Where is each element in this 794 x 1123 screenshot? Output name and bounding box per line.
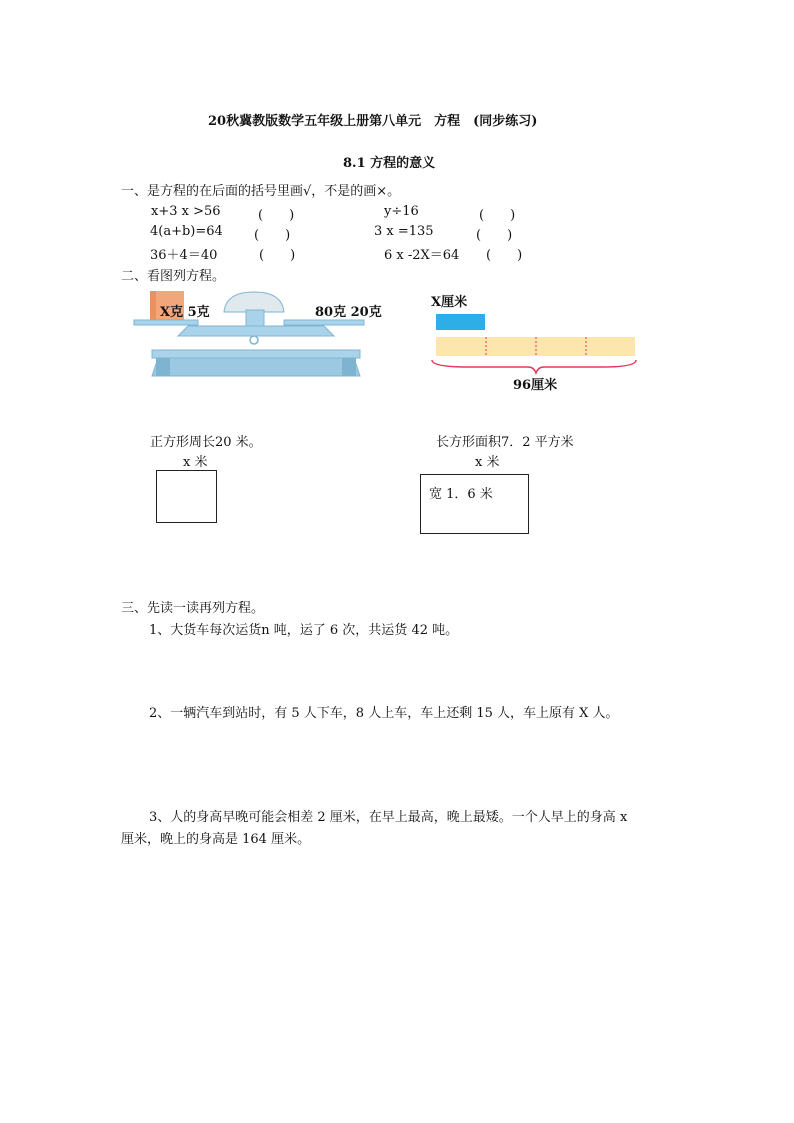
answer-paren-4[interactable]: ( ): [476, 228, 513, 243]
question-1: 1、大货车每次运货n 吨，运了 6 次，共运货 42 吨。: [149, 623, 459, 638]
square-side-label: x 米: [183, 455, 208, 470]
section2-heading: 二、看图列方程。: [121, 269, 226, 284]
eq-item-4: 3 x =135: [374, 224, 434, 239]
answer-paren-1[interactable]: ( ): [258, 208, 295, 223]
answer-paren-5[interactable]: ( ): [259, 248, 296, 263]
answer-paren-3[interactable]: ( ): [254, 228, 291, 243]
unknown-bar: [436, 314, 485, 330]
eq-item-3: 4(a+b)=64: [150, 224, 223, 239]
page-title: 20秋冀教版数学五年级上册第八单元 方程 (同步练习): [208, 114, 538, 129]
left-pan: [134, 320, 198, 325]
answer-paren-6[interactable]: ( ): [486, 248, 523, 263]
scale-left-label: X克 5克: [160, 305, 210, 320]
rect-caption: 长方形面积7．2 平方米: [436, 435, 574, 450]
scale-dial: [224, 292, 284, 312]
base-foot-left: [156, 358, 170, 376]
rect-width-label: 宽 1．6 米: [429, 487, 493, 502]
scale-base: [152, 358, 360, 376]
total-brace: [432, 360, 636, 373]
scale-right-label: 80克 20克: [315, 305, 382, 320]
right-pan: [284, 320, 364, 325]
scale-base-top: [152, 350, 360, 358]
pivot: [250, 336, 258, 344]
scale-arm: [178, 326, 334, 336]
square-caption: 正方形周长20 米。: [150, 435, 262, 450]
weight-block-shade: [150, 291, 156, 321]
section1-heading: 一、是方程的在后面的括号里画√，不是的画×。: [121, 184, 401, 199]
eq-item-5: 36＋4＝40: [150, 248, 218, 263]
square-figure: [156, 470, 217, 523]
section-subtitle: 8.1 方程的意义: [343, 156, 436, 171]
bar-top-label: X厘米: [431, 295, 468, 310]
base-foot-right: [342, 358, 356, 376]
bar-bottom-label: 96厘米: [513, 378, 558, 393]
eq-item-1: x+3 x >56: [151, 204, 221, 219]
question-2: 2、一辆汽车到站时，有 5 人下车，8 人上车，车上还剩 15 人，车上原有 X 人。: [149, 706, 619, 721]
rect-side-label: x 米: [475, 455, 500, 470]
answer-paren-2[interactable]: ( ): [479, 208, 516, 223]
section3-heading: 三、先读一读再列方程。: [121, 601, 265, 616]
bar-model-illustration: [428, 310, 640, 376]
question-3-line-1: 3、人的身高早晚可能会相差 2 厘米，在早上最高，晚上最矮。一个人早上的身高 x: [149, 810, 628, 825]
eq-item-2: y÷16: [384, 204, 419, 219]
eq-item-6: 6 x -2X＝64: [384, 248, 460, 263]
question-3-line-2: 厘米，晚上的身高是 164 厘米。: [121, 832, 311, 847]
